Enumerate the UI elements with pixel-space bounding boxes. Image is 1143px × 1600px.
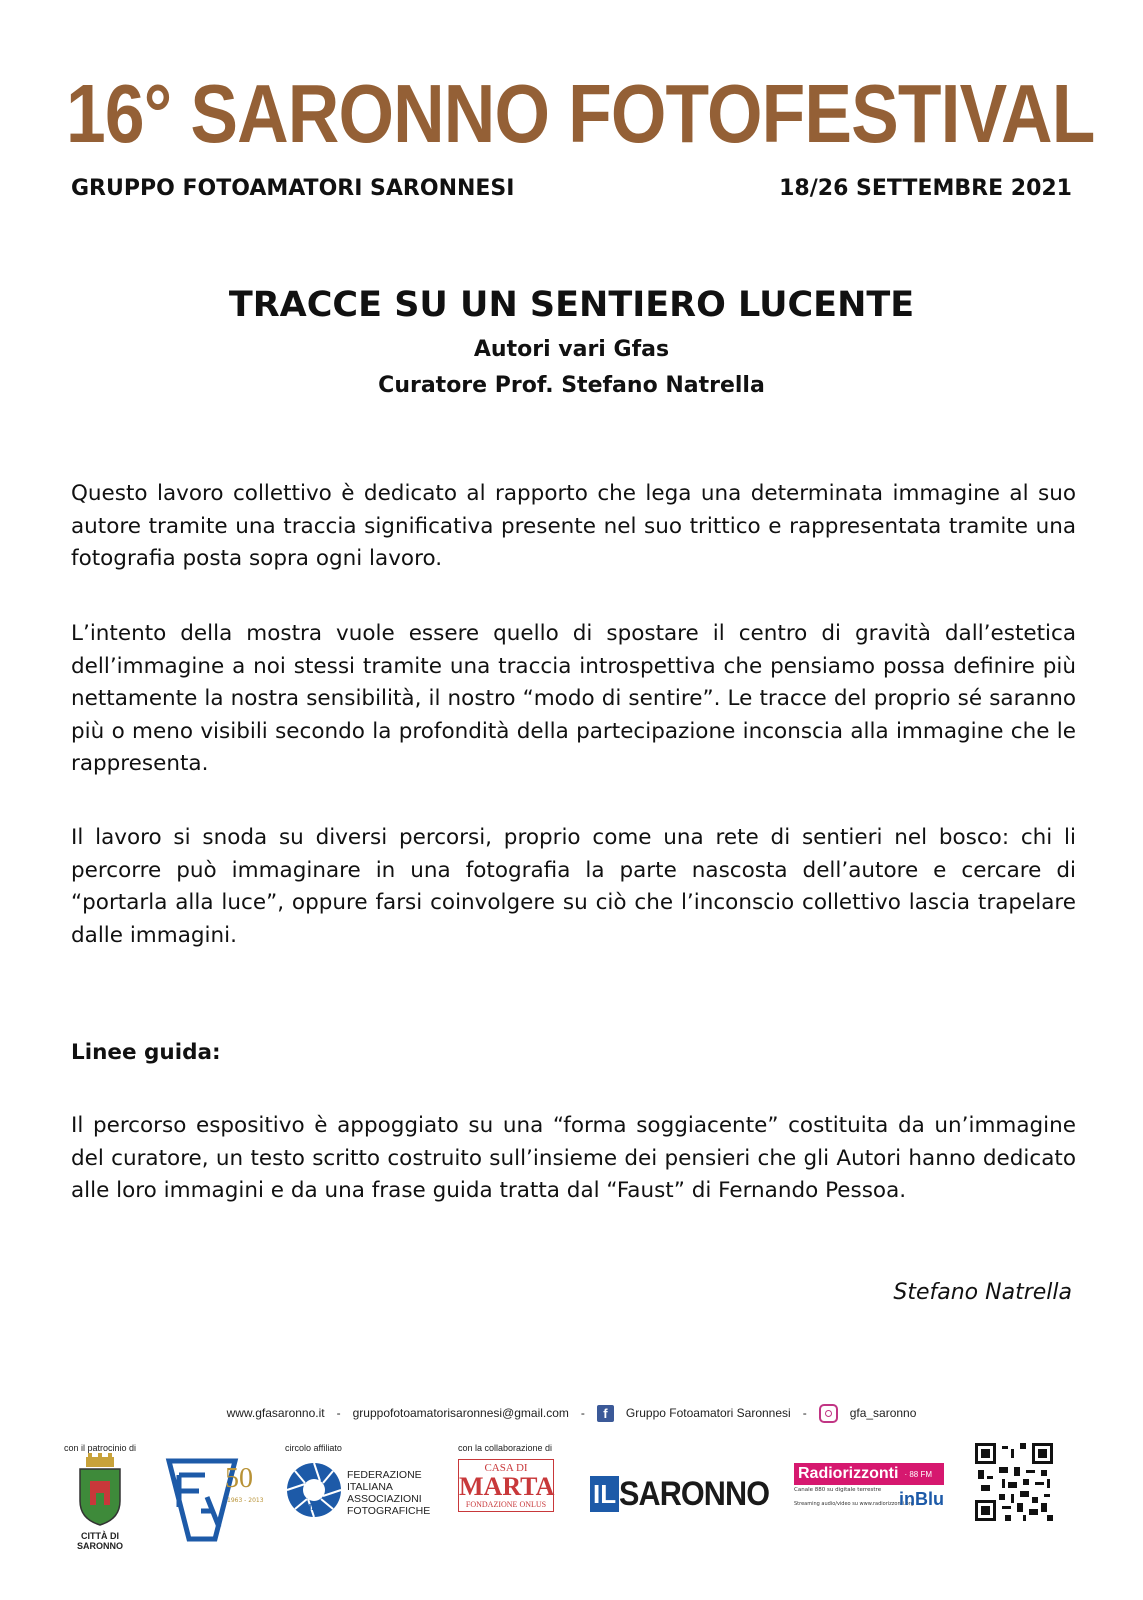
fiaf-federation-logo: [285, 1443, 445, 1517]
author-signature: Stefano Natrella: [893, 1280, 1072, 1305]
fiaf-line-4: FOTOGRAFICHE: [347, 1505, 431, 1517]
casa-line-2: MARTA: [459, 1472, 555, 1501]
qr-code: [975, 1443, 1053, 1521]
fiaf-line-1: FEDERAZIONE: [347, 1469, 422, 1481]
city-name-line2: SARONNO: [76, 1541, 123, 1551]
body-paragraph-1: Questo lavoro collettivo è dedicato al rapporto che lega una determinata immagine al suo autore tramite una traccia significativa presente nel suo trittico e rappresentata tramite una fotografia posta sopra ogni lavoro.: [71, 481, 1076, 571]
ilsaronno-logo: [590, 1475, 786, 1513]
separator: -: [580, 1406, 585, 1420]
email-link[interactable]: gruppofotoamatorisaronnesi@gmail.com: [352, 1406, 569, 1420]
separator: -: [336, 1406, 341, 1420]
casa-line-3: FONDAZIONE ONLUS: [465, 1500, 547, 1509]
sponsor-logos: [60, 1443, 1083, 1580]
body-paragraph-3: Il lavoro si snoda su diversi percorsi, proprio come una rete di sentieri nel bosco: chi li percorre può immaginare in una fotografia la parte nascosta dell’autore e cercare di “portarla alla luce”, oppure farsi coinvolgere su ciò che l’inconscio collettivo lascia trapelare dalle immagini.: [71, 825, 1076, 948]
radio-streaming: Streaming audio/video su www.radiorizzonti.org: [794, 1501, 914, 1507]
facebook-link[interactable]: Gruppo Fotoamatori Saronnesi: [625, 1406, 791, 1420]
radio-inblu: inBlu: [899, 1489, 944, 1509]
header-subrow: [71, 176, 1072, 210]
city-name-line1: CITTÀ DI: [81, 1531, 119, 1541]
guidelines-heading: Linee guida:: [71, 1040, 221, 1065]
website-link[interactable]: www.gfasaronno.it: [226, 1406, 325, 1420]
body-paragraph-4: Il percorso espositivo è appoggiato su una “forma soggiacente” costituita da un’immagine del curatore, un testo scritto costruito sull’insieme dei pensieri che gli Autori hanno dedicato alle loro immagini e da una frase guida tratta dal “Faust” di Fernando Pessoa.: [71, 1113, 1076, 1203]
radio-frequency: · 88 FM: [904, 1469, 932, 1479]
festival-title: 16° SARONNO FOTOFESTIVAL: [66, 67, 1095, 160]
exhibition-authors: Autori vari Gfas: [473, 337, 670, 362]
fiaf-line-2: ITALIANA: [347, 1481, 393, 1493]
city-patronage-logo: [60, 1443, 140, 1551]
exhibition-title: TRACCE SU UN SENTIERO LUCENTE: [228, 285, 915, 325]
qr-code-icon: [975, 1443, 1053, 1521]
body-paragraph-2: L’intento della mostra vuole essere quello di spostare il centro di gravità dall’estetica dell’immagine a noi stessi tramite una traccia introspettiva che pensiamo possa definire più nettamente la nostra sensibilità, il nostro “modo di sentire”. Le tracce del proprio sé saranno più o meno visibili secondo la profondità della partecipazione inconscia alla immagine che le rappresenta.: [71, 621, 1076, 776]
fiaf-years: 1963 - 2013: [227, 1497, 264, 1504]
ilsaronno-name: SARONNO: [619, 1474, 770, 1513]
radiorizzonti-logo: [794, 1463, 944, 1525]
fiaf-fifty: 50: [225, 1463, 253, 1494]
radio-note: Canale 880 su digitale terrestre: [794, 1487, 882, 1493]
fiaf-abbr: FIAF: [303, 1503, 324, 1512]
instagram-icon: [819, 1404, 838, 1423]
exhibition-curator: Curatore Prof. Stefano Natrella: [378, 373, 765, 398]
radio-name: Radiorizzonti: [798, 1465, 899, 1482]
ilsaronno-il: IL: [590, 1476, 619, 1512]
casa-line-1: CASA DI: [484, 1462, 528, 1474]
casa-di-marta-logo: [458, 1443, 568, 1512]
facebook-icon: f: [597, 1405, 614, 1422]
affiliated-label: circolo affiliato: [285, 1443, 342, 1453]
fiaf-50-logo: [165, 1457, 265, 1545]
separator: -: [802, 1406, 807, 1420]
instagram-link[interactable]: gfa_saronno: [849, 1406, 917, 1420]
city-crest-icon: [72, 1453, 128, 1527]
patronage-label: con il patrocinio di: [63, 1443, 137, 1453]
organizer-name: GRUPPO FOTOAMATORI SARONNESI: [71, 176, 515, 201]
collab-label: con la collaborazione di: [458, 1443, 553, 1453]
fiaf-line-3: ASSOCIAZIONI: [347, 1493, 422, 1505]
festival-dates: 18/26 SETTEMBRE 2021: [779, 176, 1072, 201]
contacts-bar: [0, 1403, 1143, 1423]
